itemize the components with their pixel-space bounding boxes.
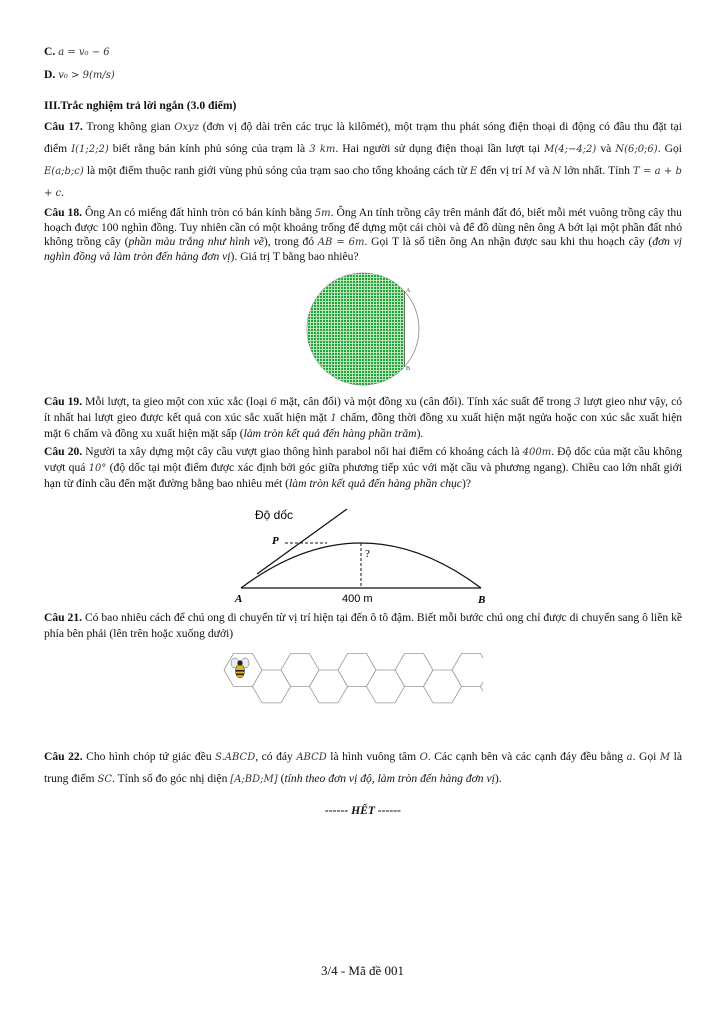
question-18: Câu 18. Ông An có miếng đất hình tròn có bán kính bằng 5m. Ông An tính trồng cây trên mảnh đất đó, biết mỗi mét vuông trồng cây thu hoạch được 100 nghìn đồng. Tuy nhiên cần có một khoảng trống để dựng một cái chòi và để đồ dùng nên ông A bớt lại một phần đất nhỏ không trồng cây (phần màu trắng như hình vẽ), trong đó AB = 6m. Gọi T là số tiền ông An nhận được sau khi thu hoạch cây (đơn vị nghìn đồng và làm tròn đến hàng đơn vị). Giá trị T bằng bao nhiêu? xyxy=(44,206,683,263)
bridge-figure xyxy=(233,502,493,606)
span-length-label: 400 m xyxy=(342,593,373,606)
circle-field-svg xyxy=(293,272,433,390)
bridge-svg xyxy=(233,502,493,606)
point-b-label: B xyxy=(406,366,411,373)
circle-field-figure xyxy=(293,272,433,390)
honeycomb-svg xyxy=(223,650,483,734)
slope-label: Độ dốc xyxy=(255,508,294,523)
question-21: Câu 21. Có bao nhiêu cách để chú ong di chuyển từ vị trí hiện tại đến ô tô đậm. Biết mỗi bước chú ong chỉ được di chuyển sang ô liền kề phía bên phải (lên trên hoặc xuống dưới) xyxy=(44,611,683,641)
honeycomb-figure xyxy=(223,650,483,734)
point-a-label: A xyxy=(235,593,243,606)
option-c: C. a = v₀ − 6 xyxy=(44,45,110,58)
section-title: III.Trắc nghiệm trả lời ngắn (3.0 điểm) xyxy=(44,98,237,112)
planted-area xyxy=(307,273,419,385)
height-question-label: ? xyxy=(365,548,370,561)
point-b-label: B xyxy=(478,594,486,607)
question-17: Câu 17. Trong không gian Oxyz (đơn vị độ dài trên các trục là kilômét), một trạm thu phát sóng điện thoại di động có đầu thu đặt tại điểm I(1;2;2) biết rằng bán kính phủ sóng của trạm là 3 km. Hai người sử dụng điện thoại lần lượt tại M(4;−4;2) và N(6;0;6). Gọi E(a;b;c) là một điểm thuộc ranh giới vùng phủ sóng của trạm sao cho tổng khoảng cách từ E đến vị trí M và N lớn nhất. Tính T = a + b + c. xyxy=(44,120,682,200)
end-mark: ------ HẾT ------ xyxy=(325,804,401,818)
point-p-label: P xyxy=(272,535,279,548)
question-19: Câu 19. Mỗi lượt, ta gieo một con xúc xắc (loại 6 mặt, cân đối) và một đồng xu (cân đối). Tính xác suất để trong 3 lượt gieo như vậy, có ít nhất hai lượt gieo được kết quả con xúc sắc xuất hiện mặt 1 chấm, đồng thời đồng xu xuất hiện mặt ngửa hoặc con xúc sắc xuất hiện mặt 6 chấm và đồng xu xuất hiện mặt sấp (làm tròn kết quả đến hàng phần trăm). xyxy=(44,395,683,441)
point-a-label: A xyxy=(406,288,411,295)
exam-page xyxy=(44,44,682,820)
question-20: Câu 20. Người ta xây dựng một cây cầu vượt giao thông hình parabol nối hai điểm có khoảng cách là 400m. Độ dốc của mặt cầu không vượt quá 10° (độ dốc tại một điểm được xác định bởi góc giữa phương tiếp xúc với mặt cầu và phương ngang). Chiều cao lớn nhất giới hạn từ đỉnh cầu đến mặt đường bằng bao nhiêu mét (làm tròn kết quả đến hàng phần chục)? xyxy=(44,445,683,491)
option-d: D. v₀ > 9(m/s) xyxy=(44,67,115,81)
page-footer: 3/4 - Mã đề 001 xyxy=(320,963,405,978)
question-22: Câu 22. Cho hình chóp tứ giác đều S.ABCD, có đáy ABCD là hình vuông tâm O. Các cạnh bên và các cạnh đáy đều bằng a. Gọi M là trung điểm SC. Tính số đo góc nhị diện [A;BD;M] (tính theo đơn vị độ, làm tròn đến hàng đơn vị). xyxy=(44,750,682,785)
